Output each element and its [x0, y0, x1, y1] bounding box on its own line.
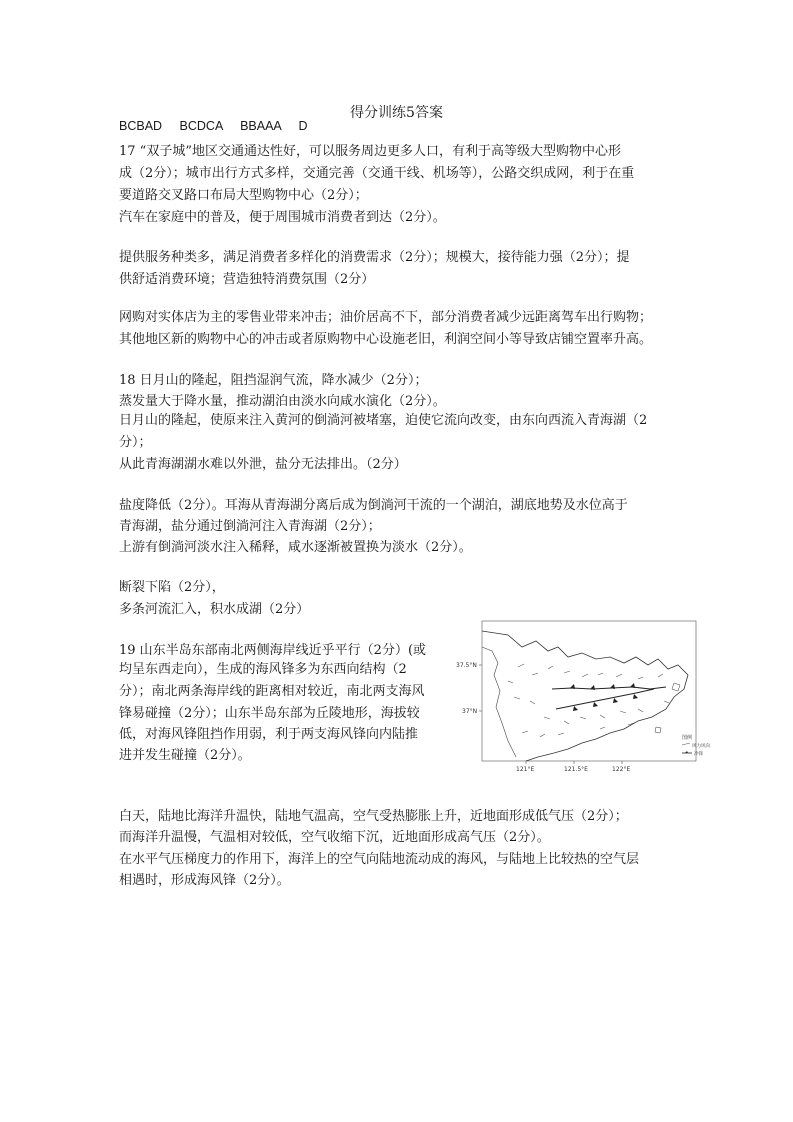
q17-line-7: 网购对实体店为主的零售业带来冲击；油价居高不下，部分消费者减少远距离驾车出行购物；: [119, 310, 653, 325]
q17-line-6: 供舒适消费环境；营造独特消费氛围（2分）: [119, 272, 375, 287]
q17-line-4: 汽车在家庭中的普及，便于周围城市消费者到达（2分）。: [119, 210, 446, 225]
q18-line-4: 分）；: [119, 435, 152, 450]
lon-label-122: 122°E: [612, 766, 631, 773]
lat-label-37-5: 37.5°N: [456, 662, 477, 669]
q18-line-6: 盐度降低（2分）。耳海从青海湖分离后成为倒淌河干流的一个湖泊，湖底地势及水位高于: [119, 498, 628, 513]
q19-line-6: 进并发生碰撞（2分）。: [119, 748, 251, 763]
q19-line-5: 低，对海风锋阻挡作用弱，利于两支海风锋向内陆推: [119, 727, 419, 742]
q18-line-9: 断裂下陷（2分），: [119, 580, 225, 595]
q19-line-7: 白天，陆地比海洋升温快，陆地气温高，空气受热膨胀上升，近地面形成低气压（2分）；: [119, 809, 628, 824]
legend-wind: 风力风向: [692, 744, 710, 749]
q17-line-8: 其他地区新的购物中心的冲击或者原购物中心设施老旧，利润空间小等导致店铺空置率升高。: [119, 332, 653, 347]
q19-line-9: 在水平气压梯度力的作用下，海洋上的空气向陆地流动成的海风，与陆地上比较热的空气层: [119, 852, 640, 867]
q18-line-8: 上游有倒淌河淡水注入稀释，咸水逐渐被置换为淡水（2分）。: [119, 540, 472, 555]
q18-line-7: 青海湖，盐分通过倒淌河注入青海湖（2分）；: [119, 519, 381, 534]
q19-line-1: 19 山东半岛东部南北两侧海岸线近乎平行（2分）(或: [119, 643, 427, 658]
lon-label-121-5: 121.5°E: [564, 766, 588, 773]
q18-line-3: 日月山的隆起，使原来注入黄河的倒淌河被堵塞，迫使它流向改变，由东向西流入青海湖（2: [119, 413, 648, 428]
shandong-peninsula-map: [456, 617, 722, 775]
legend-title: 图例: [682, 735, 693, 741]
q19-line-2: 均呈东西走向），生成的海风锋多为东西向结构（2: [119, 662, 407, 677]
page-title: 得分训练5答案: [350, 105, 443, 121]
legend-cold-front: 冷锋: [694, 752, 703, 757]
q18-line-10: 多条河流汇入，积水成湖（2分）: [119, 602, 310, 617]
q17-line-5: 提供服务种类多，满足消费者多样化的消费需求（2分）；规模大，接待能力强（2分）；提: [119, 250, 630, 265]
q17-line-2: 成（2分）；城市出行方式多样，交通完善（交通干线、机场等），公路交织成网，利于在重: [119, 166, 635, 181]
q17-line-1: 17 “双子城”地区交通通达性好，可以服务周边更多人口，有利于高等级大型购物中心形: [119, 144, 621, 159]
multiple-choice-answers: BCBAD BCDCA BBAAA D: [119, 119, 308, 133]
q19-line-4: 锋易碰撞（2分）；山东半岛东部为丘陵地形，海拔较: [119, 706, 420, 721]
q18-line-2: 蒸发量大于降水量，推动湖泊由淡水向咸水演化（2分）。: [119, 394, 446, 409]
q18-line-5: 从此青海湖湖水难以外泄，盐分无法排出。（2分）: [119, 457, 407, 472]
q17-line-3: 要道路交叉路口布局大型购物中心（2分）；: [119, 188, 368, 203]
lon-label-121: 121°E: [516, 766, 535, 773]
q19-line-8: 而海洋升温慢，气温相对较低，空气收缩下沉，近地面形成高气压（2分）。: [119, 830, 550, 845]
q18-line-1: 18 日月山的隆起，阻挡湿润气流，降水减少（2分）；: [119, 373, 428, 388]
q19-line-3: 分）；南北两条海岸线的距离相对较近，南北两支海风: [119, 684, 425, 699]
lat-label-37: 37°N: [462, 708, 478, 715]
q19-line-10: 相遇时，形成海风锋（2分）。: [119, 873, 290, 888]
